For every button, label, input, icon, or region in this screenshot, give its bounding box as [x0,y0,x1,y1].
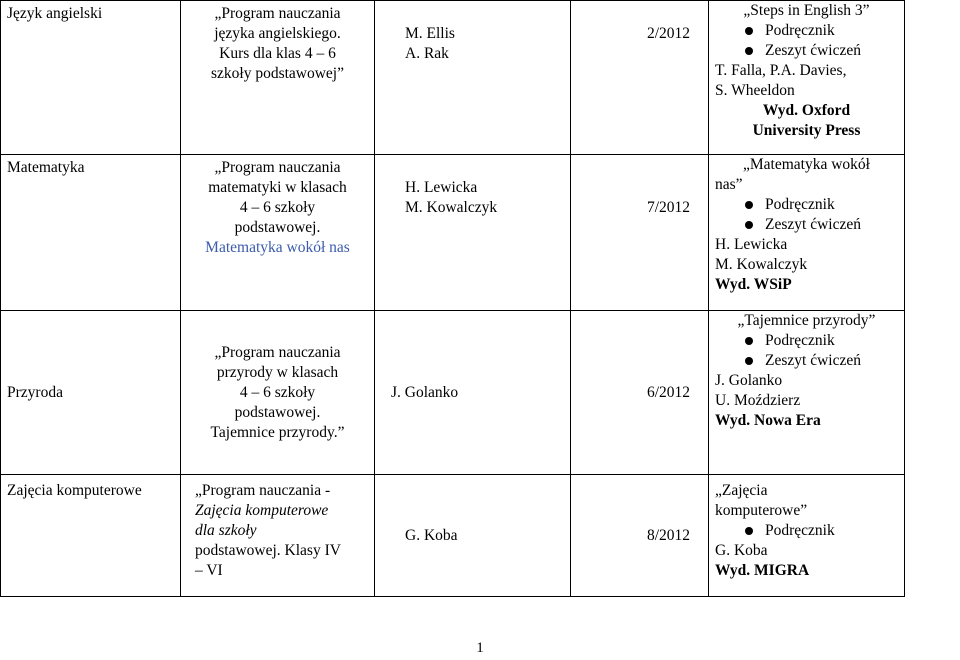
approval-number: 6/2012 [646,383,690,401]
program-cell [181,155,375,311]
authors-cell [375,155,571,311]
page-number: 1 [476,640,484,656]
subject-name: Przyroda [7,383,63,401]
number-cell [571,475,709,597]
book-title: „Tajemnice przyrody” [737,312,876,329]
table-row [1,311,905,475]
book-item: Zeszyt ćwiczeń [715,215,898,235]
publisher: Wyd. WSiP [715,276,792,293]
book-author: U. Moździerz [715,392,801,409]
program-line: „Program nauczania - [195,482,331,499]
textbook-cell [709,311,905,475]
author-name: M. Ellis [405,25,455,42]
book-item: Podręcznik [715,21,898,41]
book-author: H. Lewicka [715,236,788,253]
book-author: M. Kowalczyk [715,256,808,273]
program-line: matematyki w klasach [208,179,347,196]
textbook-cell [709,1,905,155]
subject-cell [1,1,181,155]
textbook-cell [709,155,905,311]
authors-cell [375,311,571,475]
subject-cell [1,475,181,597]
book-author: S. Wheeldon [715,82,795,99]
authors-cell [375,475,571,597]
program-line: dla szkoły [195,522,257,539]
book-author: J. Golanko [715,372,783,389]
program-line: przyrody w klasach [216,363,339,381]
publisher: University Press [752,122,861,139]
number-cell [571,1,709,155]
book-item: Zeszyt ćwiczeń [715,351,898,371]
publisher: Wyd. MIGRA [715,562,810,579]
authors-cell [375,1,571,155]
subject-name: Język angielski [7,5,103,22]
program-line: podstawowej. Klasy IV [195,542,341,559]
approval-number: 2/2012 [646,25,690,42]
book-title: „Steps in English 3” [743,2,870,19]
table-row [1,475,905,597]
program-line: „Program nauczania [214,159,341,176]
publisher: Wyd. Nowa Era [715,412,821,429]
book-item: Podręcznik [715,521,898,541]
book-title: „Zajęcia [715,482,768,499]
author-name: J. Golanko [391,383,459,401]
program-line: szkoły podstawowej” [210,65,344,82]
program-line: języka angielskiego. [214,25,341,42]
book-title: nas” [715,176,743,193]
program-line: Tajemnice przyrody.” [210,423,345,441]
program-line: podstawowej. [234,403,321,421]
subject-name: Zajęcia komputerowe [7,482,142,499]
program-line: Matematyka wokół nas [205,239,350,256]
book-author: T. Falla, P.A. Davies, [715,62,847,79]
textbook-cell [709,475,905,597]
publisher: Wyd. Oxford [762,102,851,119]
program-cell [181,475,375,597]
number-cell [571,311,709,475]
book-author: G. Koba [715,542,768,559]
author-name: A. Rak [405,45,449,62]
program-line: Zajęcia komputerowe [195,502,329,519]
approval-number: 7/2012 [646,199,690,216]
program-line: 4 – 6 szkoły [239,199,316,216]
table-row [1,1,905,155]
program-line: „Program nauczania [214,343,341,361]
author-name: H. Lewicka [405,179,478,196]
program-cell [181,311,375,475]
program-cell [181,1,375,155]
approval-number: 8/2012 [646,526,690,544]
program-line: – VI [195,562,223,579]
book-title: komputerowe” [715,502,808,519]
book-item: Podręcznik [715,331,898,351]
program-line: „Program nauczania [214,5,341,22]
book-item: Zeszyt ćwiczeń [715,41,898,61]
program-line: Kurs dla klas 4 – 6 [219,45,336,62]
program-line: 4 – 6 szkoły [239,383,316,401]
subject-name: Matematyka [7,159,85,176]
author-name: G. Koba [405,526,458,544]
subject-cell [1,311,181,475]
subject-cell [1,155,181,311]
table-row [1,155,905,311]
book-title: „Matematyka wokół [743,156,870,173]
number-cell [571,155,709,311]
author-name: M. Kowalczyk [405,199,498,216]
book-item: Podręcznik [715,195,898,215]
program-line: podstawowej. [234,219,321,236]
